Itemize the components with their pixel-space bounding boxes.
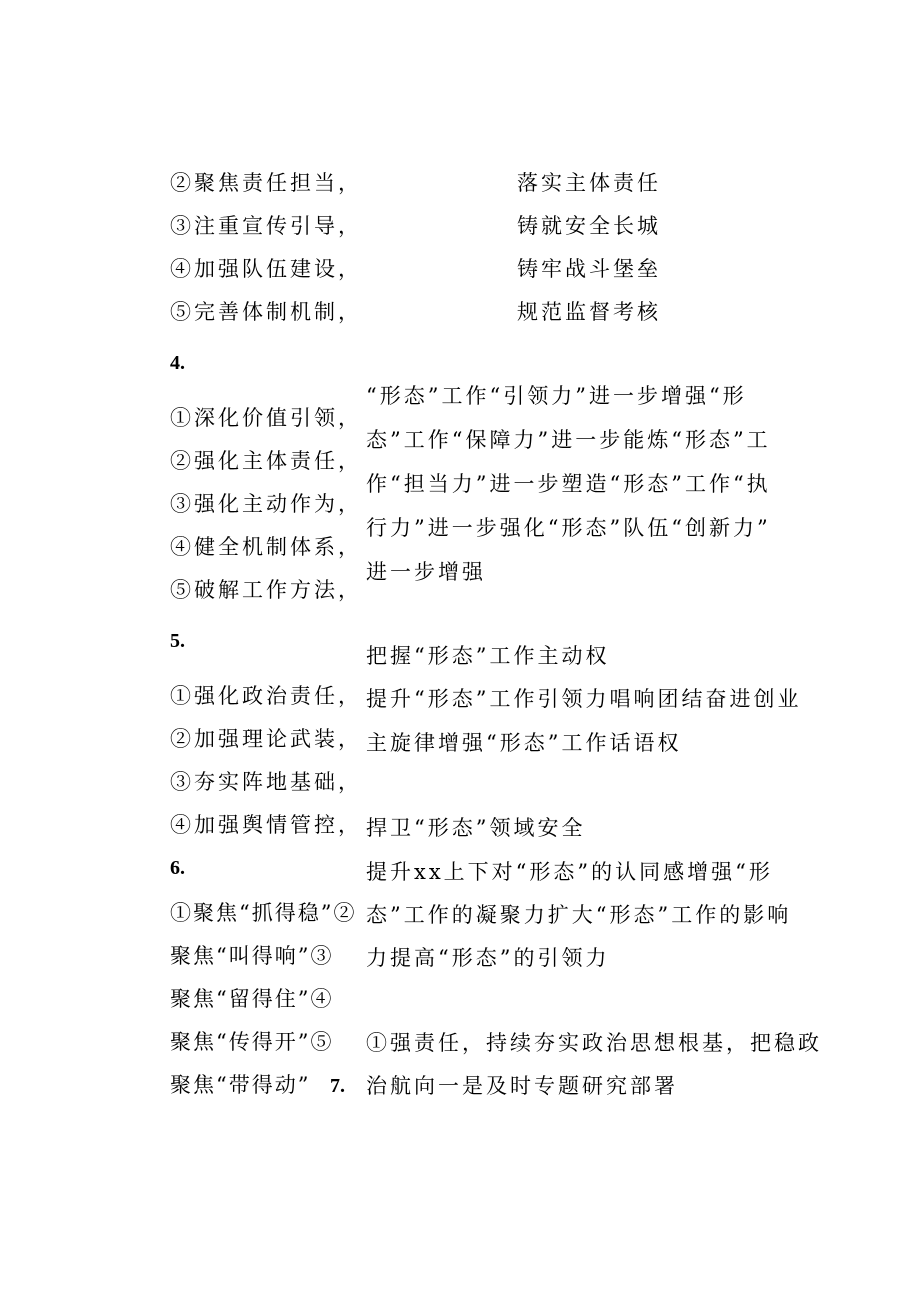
item-3-2-left: ②聚焦责任担当， xyxy=(170,171,362,195)
section-4-text-line: 进一步增强 xyxy=(366,560,486,584)
item-6-line-3: 聚焦“留得住”④ xyxy=(170,987,334,1011)
item-3-3-left: ③注重宣传引导， xyxy=(170,214,362,238)
section-7-text-line: ①强责任，持续夯实政治思想根基，把稳政 xyxy=(366,1031,822,1055)
item-4-3-left: ③强化主动作为， xyxy=(170,492,362,516)
item-3-5-left: ⑤完善体制机制， xyxy=(170,300,362,324)
item-3-3-right: 铸就安全长城 xyxy=(517,214,661,238)
section-5-text-line: 捍卫“形态”领域安全 xyxy=(366,816,586,840)
item-4-5-left: ⑤破解工作方法， xyxy=(170,578,362,602)
section-4-text-line: 行力”进一步强化“形态”队伍“创新力” xyxy=(366,516,771,540)
section-5-text-line: 把握“形态”工作主动权 xyxy=(366,644,610,668)
item-3-5-right: 规范监督考核 xyxy=(517,300,661,324)
item-6-line-2: 聚焦“叫得响”③ xyxy=(170,944,334,968)
item-4-1-left: ①深化价值引领， xyxy=(170,406,362,430)
item-4-4-left: ④健全机制体系， xyxy=(170,535,362,559)
item-5-1-left: ①强化政治责任， xyxy=(170,684,362,708)
item-3-4-left: ④加强队伍建设， xyxy=(170,257,362,281)
section-5-number: 5. xyxy=(170,630,185,652)
section-4-text-line: 作“担当力”进一步塑造“形态”工作“执 xyxy=(366,472,771,496)
item-4-2-left: ②强化主体责任， xyxy=(170,449,362,473)
section-6-text-line: 态”工作的凝聚力扩大“形态”工作的影响 xyxy=(366,903,792,927)
section-6-number: 6. xyxy=(170,857,185,879)
item-6-line-1: ①聚焦“抓得稳”② xyxy=(170,901,357,925)
section-7-number: 7. xyxy=(330,1075,345,1097)
section-4-text-line: 态”工作“保障力”进一步能炼“形态”工 xyxy=(366,428,771,452)
item-5-3-left: ③夯实阵地基础， xyxy=(170,770,362,794)
item-6-line-4: 聚焦“传得开”⑤ xyxy=(170,1030,334,1054)
item-5-4-left: ④加强舆情管控， xyxy=(170,813,362,837)
section-5-text-line: 提升“形态”工作引领力唱响团结奋进创业 xyxy=(366,687,802,711)
item-6-line-5: 聚焦“带得动” xyxy=(170,1073,311,1097)
section-7-text-line: 治航向一是及时专题研究部署 xyxy=(366,1074,678,1098)
section-4-text-line: “形态”工作“引领力”进一步增强“形 xyxy=(366,384,747,408)
section-6-text-line: 提升xx上下对“形态”的认同感增强“形 xyxy=(366,860,773,884)
section-4-number: 4. xyxy=(170,352,185,374)
section-6-text-line: 力提高“形态”的引领力 xyxy=(366,946,610,970)
item-5-2-left: ②加强理论武装， xyxy=(170,727,362,751)
item-3-2-right: 落实主体责任 xyxy=(517,171,661,195)
item-3-4-right: 铸牢战斗堡垒 xyxy=(517,257,661,281)
section-5-text-line: 主旋律增强“形态”工作话语权 xyxy=(366,731,682,755)
